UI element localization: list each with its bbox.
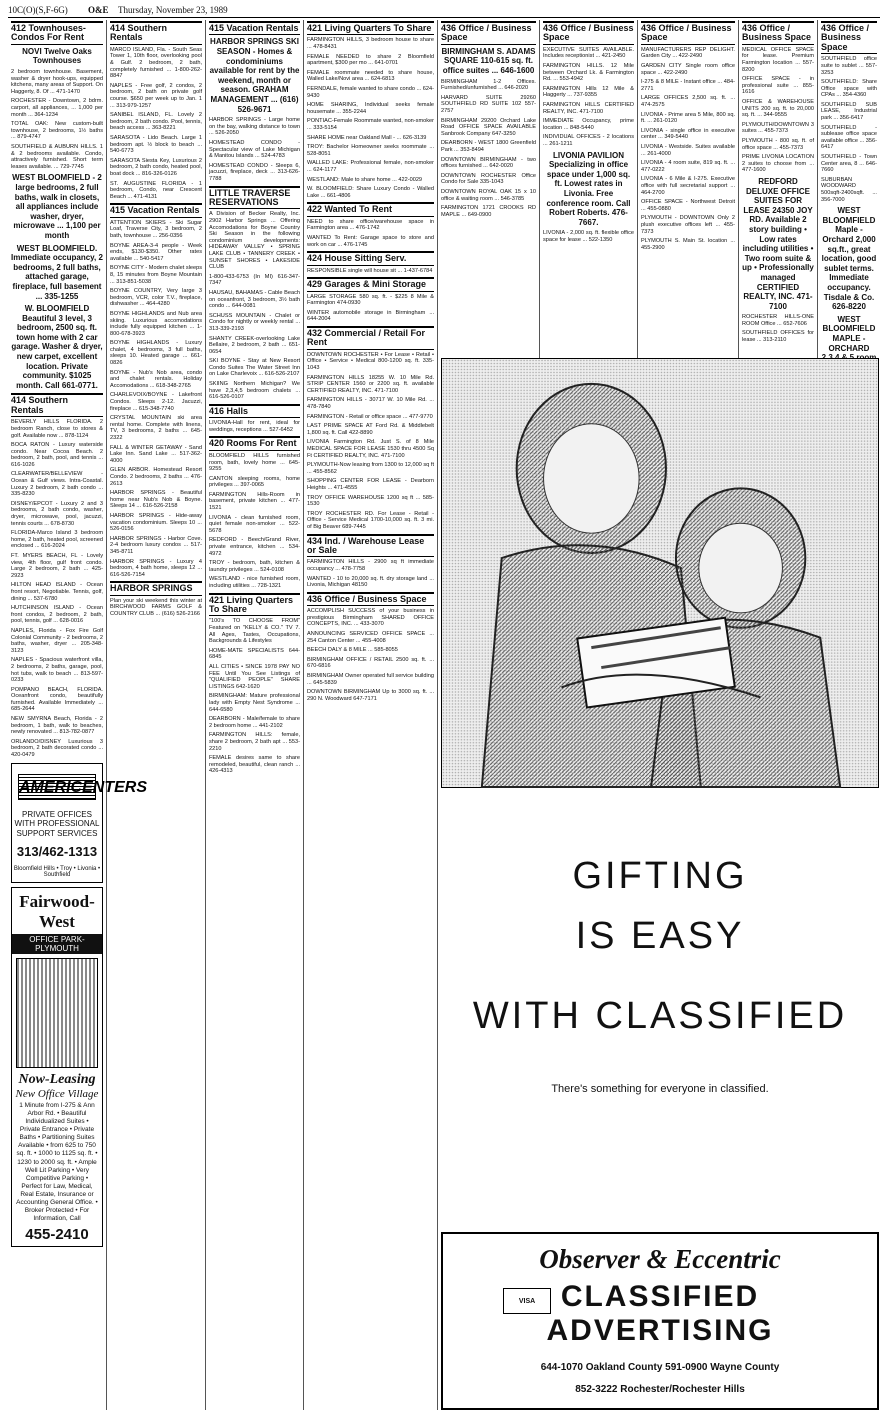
classified-ad: LARGE OFFICES 2,500 sq. ft. ... 474-2575 (641, 95, 735, 109)
classified-ad: GLEN ARBOR. Homestead Resort Condo. 2 bedrooms, 2 baths ... 476-2613 (110, 467, 202, 487)
classified-ad: OFFICE SPACE - Northwest Detroit ... 455-0880 (641, 199, 735, 212)
classified-ad: PLYMOUTH - 800 sq. ft. of office space ... 455-7373 (742, 138, 814, 151)
oe-classified: CLASSIFIED (560, 1280, 760, 1313)
classified-ad: DOWNTOWN BIRMINGHAM - two offices furnished ... 642-0020 (441, 156, 536, 170)
classified-ad: FLORIDA-Marco Island 3 bedroom home, 2 bath, heated pool, screened enclosed ... 616-2024 (11, 530, 103, 550)
classified-ad: "100's TO CHOOSE FROM" Featured on "KELLY & CO." TV 7. All Ages, Tastes, Occupations, Backgrounds & Lifestyles (209, 618, 300, 645)
classified-ad: NEED to share office/warehouse space in Farmington area ... 476-1742 (307, 218, 434, 232)
classified-ad: SARASOTA - Lido Beach. Large 1 bedroom apt. ½ block to beach ... 540-6773 (110, 135, 202, 155)
issue-date: Thursday, November 23, 1989 (118, 5, 228, 15)
section-title: 421 Living Quarters To Share (307, 21, 434, 35)
classified-ad: LIVONIA - 6 Mile & I-275. Executive office with full secretarial support ... 464-2700 (641, 176, 735, 196)
classified-ad: HUTCHINSON ISLAND - Ocean front condos, 2 bedroom, 2 bath, pool, tennis, golf ... 628-0016 (11, 605, 103, 625)
section-title: 412 Townhouses-Condos For Rent (11, 21, 103, 45)
classified-ad: NAPLES - Spacious waterfront villa, 2 bedrooms, 2 baths, garage, pool, hot tubs, walk to beach ... 813-597-0233 (11, 657, 103, 684)
section-title: 420 Rooms For Rent (209, 436, 300, 450)
classified-ad: ROCHESTER HILLS-ONE ROOM Office ... 652-7606 (742, 314, 814, 327)
promo-line-2: IS EASY (575, 915, 745, 957)
classified-ad: PRIME LIVONIA LOCATION 2 suites to choose from ... 477-1600 (742, 154, 814, 174)
classified-ad: NAPLES - Free golf, 2 condos, 2 bedroom, 2 bath on private golf course. $650 per week up to Jan. 1 ... 313-979-1257 (110, 82, 202, 109)
section-title: 424 House Sitting Serv. (307, 251, 434, 265)
classified-ad: FARMINGTON HILLS - 2900 sq ft immediate occupancy ... 478-7758 (307, 559, 434, 572)
classified-ad: TROY: Bachelor Homeowner seeks roommate ... 528-8051 (307, 144, 434, 157)
americenters-subtitle (12, 810, 102, 839)
section-title: 416 Halls (209, 404, 300, 418)
section-title: 414 Southern Rentals (11, 393, 103, 417)
classified-ad: SUBURBAN WOODWARD 500sqft-2400sqft. ... 356-7000 (821, 176, 877, 203)
classified-ad: ST. AUGUSTINE FLORIDA - 1 bedroom, Condo, near Crescent Beach ... 471-4131 (110, 180, 202, 200)
classified-ad: 2 bedroom townhouse. Basement, washer & dryer hook-ups, equipped kitchens, many areas of Support. On Haggerty, 8. Of ... 471-1470 (11, 69, 103, 95)
classified-ad: FARMINGTON HILLS: female, share 2 bedroom, 2 bath apt ... 553-2210 (209, 732, 300, 752)
paper-name: O&E (88, 5, 109, 15)
classified-ad: HAUSAU, BAHAMAS - Cable Beach on oceanfront, 3 bedroom, 3½ bath condo ... 644-0081 (209, 289, 300, 310)
classified-ad: SHOPPING CENTER FOR LEASE - Dearborn Heights ... 471-4555 (307, 478, 434, 491)
observer-eccentric-banner (441, 1232, 879, 1410)
classified-ad: BIRMINGHAM 1-2 Offices. Furnished/unfurnished ... 646-2020 (441, 78, 536, 92)
classified-ad: INDIVIDUAL OFFICES - 2 locations ... 261-1211 (543, 134, 634, 147)
oe-masthead: Observer & Eccentric (539, 1244, 781, 1274)
classified-ad: HARBOR SPRINGS SKI SEASON - Homes & condominiums available for rent by the weekend, month or season. GRAHAM MANAGEMENT ... (616) 526-9671 (209, 37, 300, 114)
classified-ad: SARASOTA Siesta Key, Luxurious 2 bedroom, 2 bath condo, heated pool, boat dock ... 816-326-0126 (110, 157, 202, 177)
classified-ad: REDFORD - Beech/Grand River, private entrance, kitchen ... 534-4972 (209, 537, 300, 557)
column-9 (818, 20, 880, 358)
classified-ad: ACCOMPLISH SUCCESS of your business in prestigious Birmingham SHARED OFFICE CONCEPTS, INC. ... 433-3070 (307, 608, 434, 628)
classified-ad: A Division of Becker Realty, Inc. 2902 Harbor Springs ... Offering Accomodations for Boyne Country Ski Season in the following condominium developments: HIDEAWAY VALLEY • SPRING LAKE CLUB • TANNERY CREEK • SUNSET SHORES • LAKESIDE CLUB (209, 211, 300, 271)
classified-ad: BOYNE COUNTRY, Very large 3 bedroom, VCR, color T.V., fireplace, dishwasher ... 464-4280 (110, 288, 202, 308)
fairwood-office: OFFICE PARK-PLYMOUTH (12, 934, 102, 954)
section-title: 436 Office / Business Space (441, 21, 536, 45)
classified-ad: PLYMOUTH - DOWNTOWN Only 2 plush executive offices left ... 455-7373 (641, 215, 735, 235)
classified-ad: WEST BLOOMFIELD. Immediate occupancy, 2 bedrooms, 2 full baths, attached garage, fireplace, full basement ... 335-1255 (11, 243, 103, 301)
classified-ad: PLYMOUTH S. Main St. location ... 455-2900 (641, 238, 735, 251)
classified-ad: WEST BLOOMFIELD MAPLE - ORCHARD (822, 314, 876, 353)
classified-ad: BIRMINGHAM OFFICE / RETAIL 2500 sq. ft. ... 670-6816 (307, 656, 434, 670)
classified-ad: FEMALE desires same to share remodeled, beautiful, clean ranch ... 426-4313 (209, 755, 300, 775)
classified-ad: FARMINGTON HILLS, 3 bedroom house to share ... 478-8431 (307, 37, 434, 51)
classified-ad: HOME SHARING, Individual seeks female housemate ... 355-2244 (307, 102, 434, 115)
classified-ad: REDFORD DELUXE OFFICE SUITES FOR LEASE 24350 JOY RD. Available 2 story building • Low rates including utilities • Two room suite & up • Professionally managed CERTIFIED REALTY, INC. 471-7100 (742, 176, 814, 311)
oe-advertising: ADVERTISING (546, 1314, 774, 1347)
classified-ad: FT. MYERS BEACH, FL - Lovely view, 4th floor, gulf front condo. Large 2 bedroom, 2 bath ... 425-2923 (11, 553, 103, 579)
classified-ad: CLEARWATER/BELLEVIEW - Ocean & Gulf views. Intra-Coastal. Luxury 2 bedroom, 2 bath condo ... 335-8230 (11, 471, 103, 498)
promo-line-3: WITH CLASSIFIED (472, 995, 848, 1037)
classified-ad: BOYNE HIGHLANDS and Nub area skiing. Luxurious accomodations include fully equipped kitchen ... 1-800-678-3923 (110, 310, 202, 337)
column-7 (638, 20, 739, 358)
classified-ad: W. BLOOMFIELD Beautiful 3 level, 3 bedroom, 2500 sq. ft. town home with 2 car garage. Washer & dryer, new carpet, excellent location. Private community. $1025 month. Call 661-0771. (11, 304, 103, 390)
classified-ad: LIVONIA - Prime area 5 Mile, 800 sq. ft. ... 261-0120 (641, 111, 735, 125)
classified-ad: LIVONIA - Westside. Suites available ... 261-4000 (641, 144, 735, 157)
column-6 (540, 20, 638, 358)
classified-ad: FARMINGTON Hills-Room in basement, private kitchen ... 477-1521 (209, 491, 300, 512)
classified-ad: POMPANO BEACH, FLORIDA. Oceanfront condo, beautifully furnished. Available Immediately ... 685-2644 (11, 686, 103, 713)
section-title: HARBOR SPRINGS (110, 581, 202, 595)
column-3 (206, 20, 304, 1410)
classified-ad: DOWNTOWN ROYAL OAK 15 x 10 office & waiting room ... 546-3785 (441, 188, 536, 202)
classified-ad: FARMINGTON Hills 12 Mile & Haggerty ... 737-9355 (543, 85, 634, 99)
classified-ad: BEECH DALY & 8 MILE ... 585-8055 (307, 647, 398, 654)
section-title: 436 Office / Business Space (821, 21, 877, 54)
classified-ad: TROY ROCHESTER RD. For Lease - Retail - Office - Service Medical 1700-10,000 sq. ft. 3 mi. of Big Beaver 689-7445 (307, 510, 434, 530)
classified-ad: FARMINGTON HILLS - 30717 W. 10 Mile Rd. ... 478-7840 (307, 397, 434, 410)
classified-ad: ORLANDO/DISNEY Luxurious 3 bedroom, 2 bath decorated condo ... 420-0479 (11, 738, 103, 759)
classified-ad: ANNOUNCING SERVICED OFFICE SPACE ... 254 Canton Center ... 455-4008 (307, 630, 434, 644)
classified-ad: HARBOR SPRINGS - Luxury 4 bedroom, 4 bath home, sleeps 12 ... 616-526-7154 (110, 558, 202, 578)
classified-ad: HOME-MATE SPECIALISTS 644-6845 (209, 647, 300, 661)
section-title: LITTLE TRAVERSE RESERVATIONS (209, 186, 300, 210)
classified-ad: FERNDALE, female wanted to share condo ... 624-9430 (307, 86, 434, 99)
classified-ad: SCHUSS MOUNTAIN - Chalet or Condo for nightly or weekly rental ... 313-339-2193 (209, 312, 300, 332)
classified-ad: WESTLAND - nice furnished room, including utilities ... 728-1321 (209, 576, 300, 589)
column-2 (107, 20, 206, 1410)
classified-ad: ALL CITIES • SINCE 1978 PAY NO FEE Until You See Listings of "QUALIFIED PEOPLE" SHARE LISTINGS 642-1620 (209, 664, 300, 690)
section-title: 429 Garages & Mini Storage (307, 277, 434, 291)
classified-ad: W. BLOOMFIELD: Share Luxury Condo - Walled Lake ... 661-4806 (307, 186, 434, 199)
americenters-phone: 313/462-1313 (16, 843, 98, 859)
classified-ad: NEW SMYRNA Beach, Florida - 2 bedroom, 1 bath, walk to beaches, newly renovated ... 813-782-0877 (11, 716, 103, 736)
section-title: 414 Southern Rentals (110, 21, 202, 45)
classified-ad: PLYMOUTH-Now leasing from 1300 to 12,000 sq ft ... 455-8562 (307, 462, 434, 475)
classified-ad: Plan your ski weekend this winter at BIRCHWOOD FARMS GOLF & COUNTRY CLUB ... (616) 526-2166 (110, 597, 202, 617)
section-title: 432 Commercial / Retail For Rent (307, 326, 434, 350)
classified-ad: HOMESTEAD CONDO - Spectacular view of Lake Michigan & Manitou Islands ... 524-4783 (209, 139, 300, 160)
classified-ad: BIRMINGHAM S. ADAMS SQUARE 110-615 sq. ft. office suites ... 646-1600 (441, 46, 536, 76)
classified-ad: BOYNE CITY - Modern chalet sleeps 8, 15 minutes from Boyne Mountain ... 313-851-5038 (110, 265, 202, 285)
classified-ad: NAPLES, Florida - Fox Fire Golf Colonial Community - 2 bedrooms, 2 baths, washer, dryer ... 205-348-3123 (11, 627, 103, 654)
classified-ad: DEARBORN - Male/female to share 2 bedroom home ... 441-2102 (209, 716, 300, 729)
classified-ad: 1-800-433-6753 (In MI) 616-347-7347 (209, 273, 300, 287)
section-title: 415 Vacation Rentals (209, 21, 300, 35)
americenters-ad (11, 763, 148, 883)
classified-ad: HARVARD SUITE 29260 SOUTHFIELD RD SUITE 102 557-2757 (441, 94, 536, 115)
classified-ad: LIVONIA PAVILION Specializing in office space under 1,000 sq. ft. Lowest rates in Livonia. Free conference room. Call Robert Roberts. 476-7667. (546, 150, 631, 227)
classified-ad: BEVERLY HILLS FLORIDA. 2 bedroom Ranch, close to stores & golf. Available now ... 878-1124 (11, 419, 103, 439)
classified-ad: FARMINGTON HILLS 18255 W. 10 Mile Rd. STRIP CENTER 1560 or 2200 sq. ft. available CERTIFIED REALTY, INC. 471-7100 (307, 374, 434, 394)
children-gift-photo (441, 358, 879, 788)
classified-ad: DOWNTOWN ROCHESTER • For Lease • Retail • Office • Service • Medical 800-1200 sq. ft. 335-1043 (307, 351, 434, 372)
classified-ad: LIVONIA Farmington Rd. Just S. of 8 Mile MEDICAL SPACE FOR LEASE 1530 thru 4500 Sq Ft CERTIFIED REALTY, INC. 471-7100 (307, 439, 434, 459)
credit-card-logos: VISA (503, 1288, 551, 1314)
office-building-illustration (16, 958, 98, 1068)
classified-ad: DEARBORN - WEST 1800 Greenfield Park ... 353-8494 (441, 140, 536, 153)
classified-ad: LIVONIA - single office in executive center ... 349-5440 (641, 127, 735, 141)
classified-ad: HARBOR SPRINGS - Large home on the bay, walking distance to town ... 526-2050 (209, 117, 300, 137)
classified-ad: HARBOR SPRINGS - Beautiful home near Nub's Nob & Boyne. Sleeps 14 ... 616-526-2158 (110, 490, 202, 510)
classified-ad: LIVONIA-Hall for rent, ideal for weddings, receptions ... 527-6452 (209, 420, 300, 433)
classified-ad: SOUTHFIELD & AUBURN HILLS. 1 & 2 bedrooms available. Condo, attractively furnished. Short term leases available. ... 729-7745 (11, 144, 103, 170)
classified-ad: NOVI Twelve Oaks Townhouses (22, 46, 92, 66)
section-title: 436 Office / Business Space (742, 21, 814, 45)
classified-ad: DISNEY/EPCOT - Luxury 2 and 3 bedrooms, 2 bath condo, washer, dryer, microwave, pool, jacuzzi, tennis courts ... 678-8730 (11, 500, 103, 527)
classified-ad: FARMINGTON HILLS CERTIFIED REALTY, INC. 471-7100 (543, 102, 634, 115)
classified-ad: HOMESTEAD CONDO - Sleeps 6, jacuzzi, fireplace, deck ... 313-626-7788 (209, 162, 300, 182)
column-8 (739, 20, 818, 358)
classified-ad: MEDICAL OFFICE SPACE for lease. Premium Farmington location ... 557-8200 (742, 46, 814, 73)
classified-ad: DOWNTOWN ROCHESTER Office Condo for Sale 335-1043 (441, 172, 536, 186)
classified-ad: TOTAL OAK: New custom-built townhouse, 2 bedrooms, 1½ baths ... 879-4747 (11, 121, 103, 141)
classified-ad: FALL & WINTER GETAWAY - Sand Lake Inn. Sand Lake ... 517-362-4000 (110, 444, 202, 464)
classified-ad: SOUTHFIELD: Share Office space with CPAs ... 354-4360 (821, 79, 877, 99)
americenters-locations: Bloomfield Hills • Troy • Livonia • Southfield (13, 865, 101, 878)
classified-ad: BIRMINGHAM Owner operated full service building ... 645-5839 (307, 672, 434, 686)
fairwood-lease: Now-Leasing (18, 1071, 96, 1087)
classified-ad: TROY - bedroom, bath, kitchen & laundry privileges ... 524-0108 (209, 560, 300, 573)
classified-ad: BIRMINGHAM: Mature professional lady with Empty Nest Syndrome ... 644-6580 (209, 693, 300, 713)
classified-ad: HARBOR SPRINGS - Hide-away vacation condominium. Sleeps 10 ... 526-0156 (110, 512, 202, 533)
classified-ad: SHARE HOME near Oakland Mall - ... 626-3139 (307, 134, 427, 141)
section-title: 415 Vacation Rentals (110, 203, 202, 217)
classified-ad: WEST BLOOMFIELD - 2 large bedrooms, 2 full baths, walk in closets, all appliances include washer, dryer, microwave ... 1,100 per month (12, 173, 102, 240)
classified-ad: WINTER automobile storage in Birmingham ... 644-2004 (307, 309, 434, 323)
classified-ad: SHANTY CREEK-overlooking Lake Bellaire, 2 bedroom, 2 bath ... 651-0654 (209, 335, 300, 355)
classified-ad: WALLED LAKE: Professional female, non-smoker ... 624-1177 (307, 160, 434, 173)
classified-ad: SOUTHFIELD office suite to sublet ... 557-3253 (821, 56, 877, 76)
classified-ad: PLYMOUTH/DOWNTOWN 3 suites ... 455-7373 (742, 121, 814, 135)
classified-ad: BOYNE AREA-3-4 people - Week ends, $130-$350. Other rates available ... 540-5417 (110, 242, 202, 262)
classified-ad: SOUTHFIELD - sublease office space available office ... 356-6417 (821, 124, 877, 151)
classified-ad: IMMEDIATE Occupancy, prime location ... 848-5440 (543, 118, 634, 131)
oe-phone-line-2: 852-3222 Rochester/Rochester Hills (575, 1384, 745, 1395)
classified-ad: FEMALE NEEDED to share 2 Bloomfield apartment, $300 per mo ... 641-0701 (307, 53, 434, 67)
classified-ad: FARMINGTON HILLS. 12 Mile between Orchard Lk. & Farmington Rd. ... 553-4942 (543, 63, 634, 83)
classified-ad: LAST PRIME SPACE AT Ford Rd. & Middlebelt 1,800 sq. ft. Call 422-8890 (307, 423, 434, 436)
classified-ad: PONTIAC-Female Roommate wanted, non-smoker ... 333-5154 (307, 118, 434, 131)
classified-ad: BOYNE HIGHLANDS - Luxury chalet, 4 bedrooms, 3 full baths, sleeps 10. Heated garage ... 661-0826 (110, 340, 202, 367)
classified-ad: OFFICE & WAREHOUSE UNITS 200 sq. ft. to 20,000 sq. ft. ... 344-9555 (742, 99, 814, 119)
classified-ad: LIVONIA - 2,000 sq. ft. flexible office space for lease ... 522-1350 (543, 230, 634, 243)
classified-ad: ROCHESTER - Downtown, 2 bdrm. carport, all appliances, ... 1,000 per month ... 364-1234 (11, 98, 103, 118)
classified-ad: MANUFACTURERS REP DELIGHT. Garden City ... 422-2490 (641, 46, 735, 60)
gifting-promo (441, 790, 879, 1070)
fairwood-phone: 455-2410 (25, 1225, 89, 1243)
classified-ad: CRYSTAL MOUNTAIN ski area rental home. Complete with linens, TV, 3 bedrooms, 2 baths ... 645-2322 (110, 415, 202, 441)
section-title: 436 Office / Business Space (543, 21, 634, 45)
classified-ad: WANTED - 10 to 20,000 sq. ft. dry storage land ... Livonia, Michigan 48150 (307, 575, 434, 589)
americenters-sub2: WITH PROFESSIONAL SUPPORT SERVICES (14, 819, 100, 838)
classified-ad: SANIBEL ISLAND, FL. Lovely 2 bedroom, 2 bath condo. Pool, tennis, beach access ... 363-8221 (110, 112, 202, 132)
page-number: 10C(O)(S,F-6G) (8, 5, 68, 15)
classified-ad: FEMALE roommate needed to share house, Walled Lake/Novi area ... 624-6813 (307, 69, 434, 83)
fairwood-title: Fairwood-West (19, 891, 95, 931)
classified-ad: CANTON sleeping rooms, home privileges ... 397-0065 (209, 475, 300, 489)
fairwood-west-ad (11, 887, 103, 1247)
section-title: 422 Wanted To Rent (307, 202, 434, 216)
classified-ad: ATTENTION SKIERS - Ski Sugar Loaf, Traverse City, 3 bedroom, 2 bath, townhouse ... 256-0356 (110, 219, 202, 239)
oe-phone-line-1: 644-1070 Oakland County 591-0900 Wayne County (540, 1362, 780, 1373)
classified-ad: BOCA RATON - Luxury waterside condo. Near Cocoa Beach. 2 bedroom, 2 bath, pool, and tennis ... 616-1026 (11, 442, 103, 468)
classified-ad: GARDEN CITY Single room office space ... 422-2490 (641, 63, 735, 76)
classified-ad: LIVONIA - 4 room suite, 819 sq. ft. ... 477-0222 (641, 160, 735, 173)
classified-ad: OFFICE SPACE - in professional suite ... 855-1616 (742, 76, 814, 96)
classified-ad: SOUTHFIELD - Town Center area, 8 ... 646-7660 (821, 154, 877, 174)
classified-ad: LARGE STORAGE 580 sq. ft. - $225 8 Mile & Farmington 474-0930 (307, 293, 434, 307)
column-5 (438, 20, 540, 358)
section-title: 436 Office / Business Space (641, 21, 735, 45)
classified-ad: EXECUTIVE SUITES AVAILABLE. Includes receptionist ... 421-2450 (543, 46, 634, 60)
classified-ad: SOUTHFIELD SUB LEASE, Industrial park ... 356-6417 (821, 101, 877, 122)
column-4 (304, 20, 438, 1410)
fairwood-features: 1 Minute from I-275 & Ann Arbor Rd. • Beautiful Individualized Suites • Private Entrance • Private Baths • Partitioning Suites Available • from 625 to 750 sq. ft. • 1000 to 1125 sq. ft. • 1230 to 2000 sq. ft. • Ample Well Lit Parking • Very Competitive Parking • Perfect for Law, Medical, Real Estate, Insurance or Accounting General Office. • Broker Protected • For Information, Call (16, 1101, 98, 1223)
classified-ad: SKI BOYNE - Stay at New Resort Condo Suites The Water Street Inn on Lake Charlevoix ... 616-526-2107 (209, 358, 300, 378)
classified-ad: HARBOR SPRINGS - Harbor Cove. 2-4 bedroom luxury condos ... 517-345-8711 (110, 535, 202, 555)
section-title: 434 Ind. / Warehouse Lease or Sale (307, 534, 434, 558)
classified-ad: I-275 & 8 MILE - Instant office ... 484-2771 (641, 79, 735, 92)
promo-tagline: There's something for everyone in classified. (551, 1083, 769, 1095)
section-title: 436 Office / Business Space (307, 592, 434, 606)
column-1 (8, 20, 148, 1410)
classified-ad: FARMINGTON 1721 CROOKS RD MAPLE ... 649-0900 (441, 205, 536, 218)
classified-ad: LIVONIA - clean furnished room, quiet female non-smoker ... 522-5678 (209, 514, 300, 534)
classified-ad: BLOOMFIELD HILLS furnished room, bath, lovely home ... 645-9255 (209, 452, 300, 473)
classified-ad: BOYNE - Nub's Nob area, condo and chalet rentals. Holiday Accomodations ... 618-348-2765 (110, 369, 202, 389)
promo-line-1: GIFTING (572, 855, 748, 897)
fairwood-subtitle: New Office Village (15, 1087, 99, 1100)
americenters-logo: AMERICENTERS (18, 774, 96, 800)
section-title: 421 Living Quarters To Share (209, 593, 300, 617)
classified-ad: SKIING Northern Michigan? We have 2,3,4,5 bedroom chalets ... 616-526-0107 (209, 381, 300, 401)
classified-ad: WESTLAND: Male to share home ... 422-0029 (307, 176, 423, 183)
classified-ad: RESPONSIBLE single will house sit ... 1-437-6784 (307, 267, 433, 274)
classified-ad: BIRMINGHAM 29200 Orchard Lake Road OFFICE SPACE AVAILABLE Sanbrook Company 647-3250 (441, 117, 536, 137)
classified-ad: DOWNTOWN BIRMINGHAM Up to 3000 sq. ft. ... 290 N. Woodward 647-7171 (307, 689, 434, 702)
americenters-sub1: PRIVATE OFFICES (22, 809, 92, 819)
classified-ad: SOUTHFIELD OFFICES for lease ... 313-2110 (742, 330, 814, 344)
classified-ad: TROY OFFICE WAREHOUSE 1200 sq ft ... 585-1530 (307, 494, 434, 508)
page-header (8, 4, 880, 18)
classified-ad: FARMINGTON - Retail or office space ... 477-9770 (307, 413, 433, 420)
classified-ad: WANTED To Rent: Garage space to store and work on car ... 476-1745 (307, 234, 434, 248)
classified-ad: CHARLEVOIX/BOYNE - Lakefront Condos. Sleeps 2-12. Jacuzzi, fireplace ... 615-348-7740 (110, 392, 202, 412)
classified-ad: MARCO ISLAND, Fla. - South Seas Tower 1, 10th floor, overlooking pool & Gulf. 2 bedroom, 2 bath, completely furnished ... 1-800-262-8847 (110, 46, 202, 80)
classified-ad: HILTON HEAD ISLAND - Ocean front resort, Negotiable. Tennis, golf, dining ... 537-6780 (11, 582, 103, 602)
classified-ad: WEST BLOOMFIELD Maple - Orchard 2,000 sq.ft., great location, good sublet terms. Immediate occupancy. Tisdale & Co. 626-8220 (821, 206, 877, 312)
